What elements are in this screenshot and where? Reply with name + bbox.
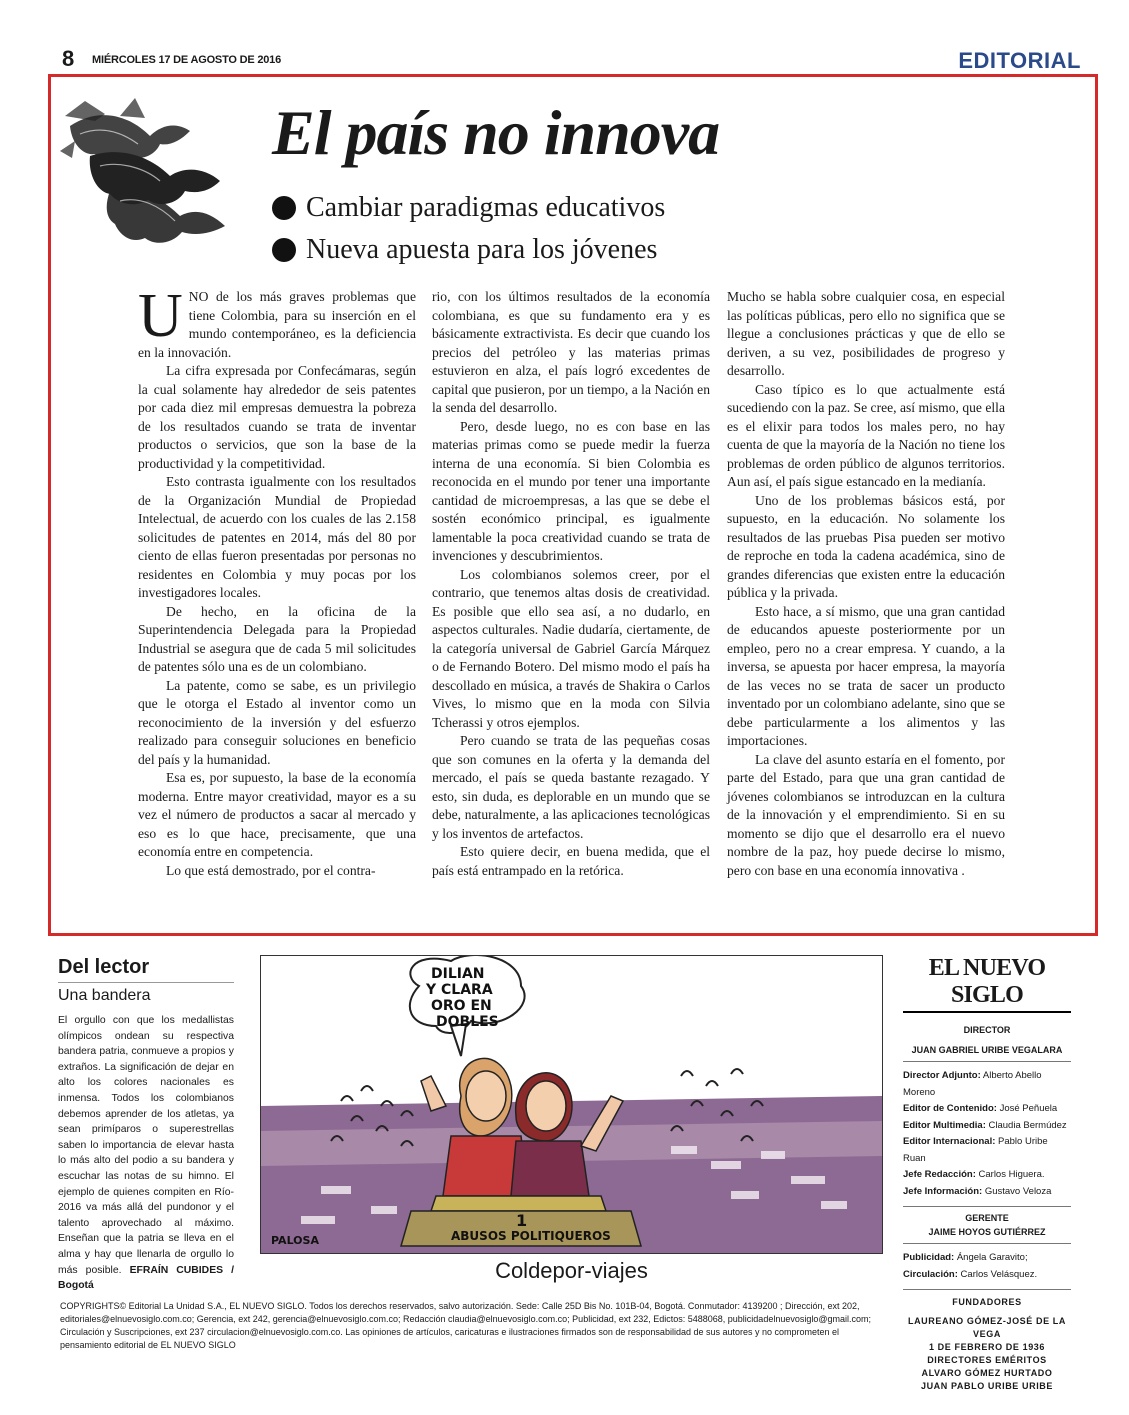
article-paragraph: rio, con los últimos resultados de la economía colombiana, es que su fundamento era y es básicamente extractivista. Es decir que cuando los precios del petróleo y las materias primas estuvieron en alza, el país logró excedentes de capital que pusieron, por un tiempo, a la Nación en la senda del desarrollo. (432, 289, 710, 415)
staff-row: Director Adjunto: Alberto Abello Moreno (903, 1070, 1042, 1098)
newspaper-logo: EL NUEVO SIGLO (903, 955, 1071, 1013)
article-paragraph: La clave del asunto estaría en el fomento, por parte del Estado, para que una gran cantidad de jóvenes colombianos se introduzcan en la cultura de la innovación y el emprendimiento. Si en su momento se dijo que el desarrollo era el nuevo nombre de la paz, hoy puede decirse lo mismo, pero con base en una economía innovativa . (727, 751, 1005, 878)
bullet-dot-icon (272, 238, 296, 262)
article-paragraph: La cifra expresada por Confecámaras, según la cual solamente hay alrededor de seis patentes por cada diez mil empresas demuestra la pobreza de los resultados cuando se trata de inventar productos o servicios, que son la base de la productividad y la competitividad. (138, 363, 416, 471)
letters-heading: Del lector (58, 956, 234, 983)
page-date: MIÉRCOLES 17 DE AGOSTO DE 2016 (92, 54, 282, 66)
bullet-text: Cambiar paradigmas educativos (306, 192, 666, 223)
subtitle-bullet (272, 192, 665, 224)
cartoon-panel (260, 955, 883, 1254)
article-paragraph: Uno de los problemas básicos está, por supuesto, en la educación. No solamente los resultados de las pruebas Pisa pueden ser motivo de reproche en toda la cadena académica, sino de grandes diferencias que existen entre la educación pública y la privada. (727, 492, 1005, 600)
cartoon-caption: Coldepor-viajes (495, 1258, 648, 1283)
article-paragraph: Esto contrasta igualmente con los resultados de la Organización Mundial de Propiedad Intelectual, de acuerdo con los cuales de las 2.158 solicitudes de patentes en 2014, más del 80 por ciento de ellas fueron presentadas por personas no residentes en Colombia y muy pocas por los investigadores locales. (138, 474, 416, 600)
staff-row: Circulación: Carlos Velásquez. (903, 1268, 1038, 1280)
podium-text: ABUSOS POLITIQUEROS (451, 1229, 611, 1243)
divider (903, 1289, 1071, 1290)
staff-row: Jefe Redacción: Carlos Higuera. (903, 1169, 1045, 1180)
article-paragraph: Mucho se habla sobre cualquier cosa, en especial las políticas públicas, pero ello no significa que se llegue a conclusiones prácticas y que de ello se deriven, a su vez, posibilidades de progreso y desarrollo. (727, 289, 1005, 378)
article-paragraph: La patente, como se sabe, es un privilegio que le otorga el Estado al inventor como un reconocimiento de la inversión y del esfuerzo realizado para conseguir soluciones en beneficio del país y la humanidad. (138, 677, 416, 767)
divider (903, 1061, 1071, 1062)
bubble-line: DOBLES (436, 1014, 499, 1030)
masthead (903, 955, 1071, 1393)
letter-title: Una bandera (58, 987, 151, 1004)
staff-row: Publicidad: Ángela Garavito; (903, 1252, 1028, 1263)
article-paragraph: Lo que está demostrado, por el contra- (166, 862, 376, 878)
divider (903, 1206, 1071, 1207)
section-label: EDITORIAL (958, 48, 1081, 73)
article-column-1 (138, 282, 416, 880)
divider (903, 1243, 1071, 1244)
cartoon-illustration (261, 956, 882, 1253)
staff-row: Editor Internacional: Pablo Uribe Ruan (903, 1136, 1048, 1164)
letter-body: El orgullo con que los medallistas olímpicos ondean su respectiva bandera patria, conmueve a propios y extraños. La significación de dejar en alto los colores nacionales es inmensa. Todos los colombianos debemos aprender de los atletas, ya sean primíparos o superestrellas saben lo importancia de elevar hasta lo más alto del podio a su bandera y escuchar las notas de su himno. El ejemplo de quienes compiten en Río-2016 va más allá del pundonor y el talento aprovechado al máximo. Enseñan que la patria se lleva en el alma y hay que llenarla de orgullo lo más posible. EFRAÍN CUBIDES / Bogotá (58, 1015, 234, 1292)
emeritus-line: ALVARO GÓMEZ HURTADO (921, 1368, 1053, 1378)
emeritus-line: JUAN PABLO URIBE URIBE (920, 1381, 1054, 1391)
bubble-line: Y CLARA (426, 982, 493, 998)
article-column-3 (727, 288, 1005, 880)
founders-line: 1 DE FEBRERO DE 1936 (928, 1342, 1046, 1352)
staff-row: Editor Multimedia: Claudia Bermúdez (903, 1119, 1067, 1131)
article-column-2 (432, 288, 710, 880)
letters-section (58, 956, 234, 1294)
article-paragraph: UNO de los más graves problemas que tiene Colombia, para su inserción en el mundo contemporáneo, es la deficiencia en la innovación. (138, 282, 416, 360)
staff-row: Jefe Información: Gustavo Veloza (903, 1185, 1052, 1197)
bullet-text: Nueva apuesta para los jóvenes (306, 234, 658, 265)
letter-author: EFRAÍN CUBIDES / Bogotá (58, 1264, 234, 1292)
article-paragraph: Pero cuando se trata de las pequeñas cosas que son comunes en la oferta y la demanda del mercado, el país se queda bastante rezagado. Y esto, sin duda, es deplorable en un mundo que se debe, naturalmente, a las aplicaciones tecnológicas y los inventos de artefactos. (432, 733, 710, 841)
director-label: DIRECTOR (963, 1025, 1011, 1035)
founders-label: FUNDADORES (952, 1297, 1022, 1307)
subtitle-bullet (272, 234, 657, 266)
bubble-line: ORO EN (431, 998, 492, 1014)
bullet-dot-icon (272, 196, 296, 220)
article-paragraph: De hecho, en la oficina de la Superintendencia Delegada para la Propiedad Industrial se asegura que de cada 5 mil solicitudes de patentes sólo una es de un colombiano. (138, 603, 416, 674)
staff-row: Editor de Contenido: José Peñuela (903, 1103, 1058, 1114)
copyright-footer: COPYRIGHTS© Editorial La Unidad S.A., EL NUEVO SIGLO. Todos los derechos reservados, salvo autorización. Sede: Calle 25D Bis No. 101B-04, Bogotá. Conmutador: 4139200 ; Dirección, ext 202, editoriales@elnuevosiglo.com.co; Gerencia, ext 242, gerencia@elnuevosiglo.com.co; Redacción claudia@elnuevosiglo.com.co; Publicidad, ext 232, Edictos: 5488068, publicidadelnuevosiglo@gmail.com; Circulación y Suscripciones, ext 237 circulacion@elnuevosiglo.com.co. Las opiniones de artículos, caricaturas e ilustraciones firmados son de responsabilidad de sus autores y no comprometen el pensamiento editorial de EL NUEVO SIGLO (60, 1301, 872, 1350)
emeritus-label: DIRECTORES EMÉRITOS (927, 1355, 1047, 1365)
article-paragraph: Pero, desde luego, no es con base en las materias primas como se puede medir la fuerza interna de una economía. Si bien Colombia es reconocida en el mundo por tener una importante cantidad de microempresas, a las que se debe el sostén económico principal, es igualmente lamentable la poca creatividad cuando se trata de invenciones y descubrimientos. (432, 418, 710, 563)
cartoonist-signature: PALOSA (271, 1234, 319, 1247)
drop-cap: U (138, 282, 183, 350)
article-paragraph: Esto hace, a sí mismo, que una gran cantidad de educandos apueste posteriormente por un empleo, pero no a crear empresa. Y cuando, a la inversa, se apuesta por hacer empresa, la mayoría de las veces no se trata de sacer un producto inventado por un colombiano adelante, sino que se debe particularmente a los alimentos y las importaciones. (727, 603, 1005, 748)
page-number: 8 (62, 46, 75, 71)
article-paragraph: Esa es, por supuesto, la base de la economía moderna. Entre mayor creatividad, mayor es a su vez el número de productos a sacar al mercado y eso es lo que hace, precisamente, que una economía entre en competencia. (138, 770, 416, 859)
podium-number: 1 (516, 1211, 528, 1230)
founders-line: LAUREANO GÓMEZ-JOSÉ DE LA VEGA (907, 1316, 1066, 1339)
gerente-label: GERENTE (965, 1213, 1009, 1223)
horses-sculpture-illustration (60, 96, 240, 256)
editorial-title: El país no innova (272, 97, 720, 168)
bubble-line: DILIAN (431, 966, 485, 982)
director-name: JUAN GABRIEL URIBE VEGALARA (911, 1045, 1063, 1055)
gerente-name: JAIME HOYOS GUTIÉRREZ (928, 1227, 1046, 1237)
article-paragraph: Los colombianos solemos creer, por el contrario, que tenemos altas dosis de creatividad. Es posible que ello sea así, a no dudarlo, en aspectos culturales. Nadie dudaría, ciertamente, de la categoría universal de Gabriel García Márquez o de Fernando Botero. Del mismo modo el país ha descollado en música, a través de Shakira o Carlos Vives, lo mismo que en la moda con Silvia Tcherassi y otros ejemplos. (432, 566, 710, 730)
article-paragraph: Esto quiere decir, en buena medida, que el país está entrampado en la retórica. (432, 844, 710, 878)
article-paragraph: Caso típico es lo que actualmente está sucediendo con la paz. Se cree, así mismo, que ella es el elixir para todos los males pero, no hay cuenta de que la mayoría de la Nación no tiene los problemas de orden público de algunos territorios. Aun así, el país sigue estancado en la medianía. (727, 381, 1005, 489)
